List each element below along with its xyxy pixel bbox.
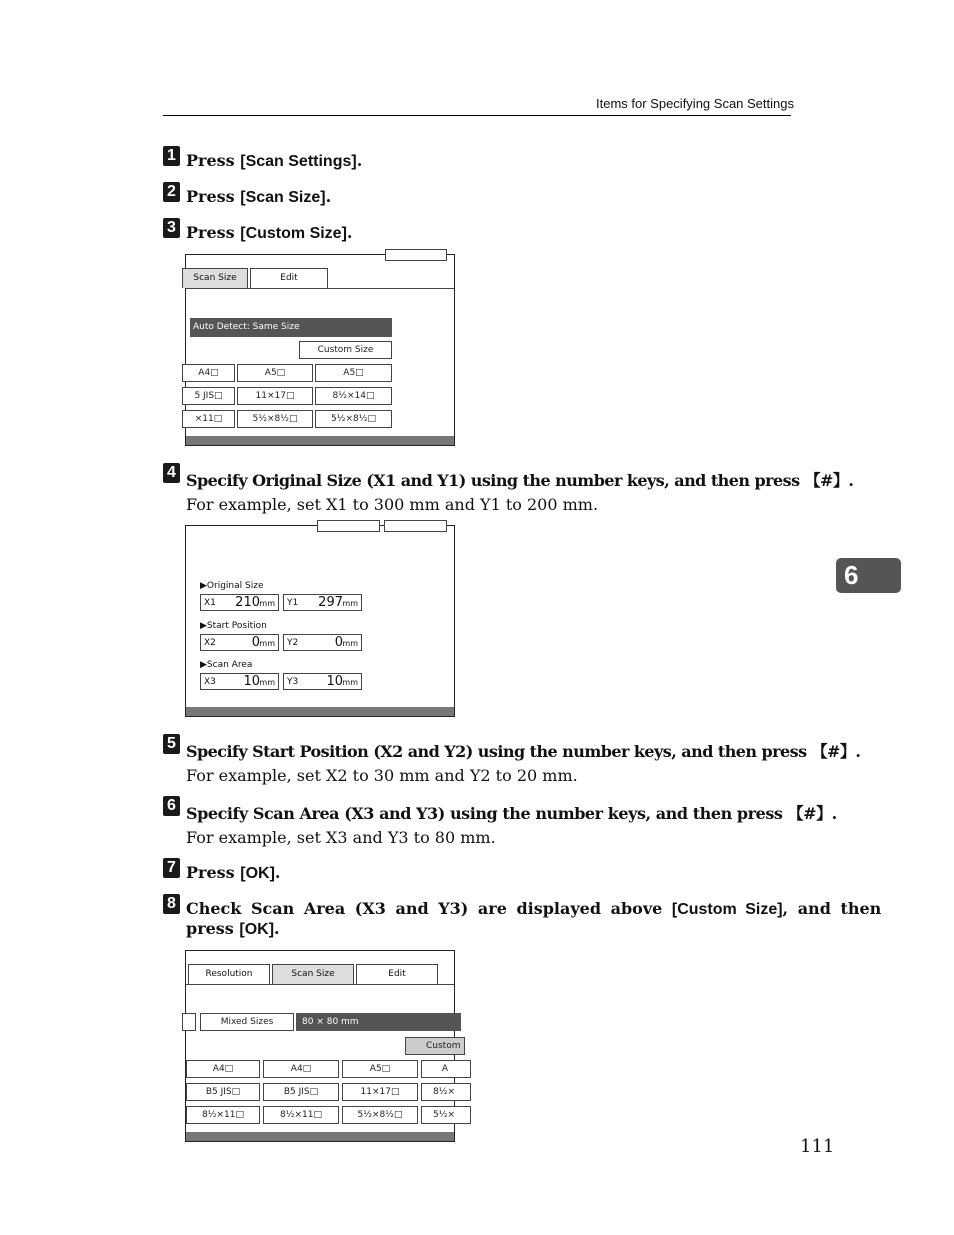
step-number: 8: [163, 894, 180, 914]
step-number: 4: [163, 463, 180, 483]
step-number: 3: [163, 218, 180, 238]
size-button[interactable]: B5 JIS□: [186, 1083, 260, 1101]
size-button[interactable]: 5½×: [421, 1106, 471, 1124]
screen-footer-bar: [186, 436, 454, 445]
step-number: 5: [163, 734, 180, 754]
step-4-instruction: Specify Original Size (X1 and Y1) using the number keys, and then press 【#】.: [186, 471, 854, 490]
step-5-instruction: Specify Start Position (X2 and Y2) using the number keys, and then press 【#】.: [186, 742, 861, 761]
step-1-instruction: Press [Scan Settings].: [186, 151, 363, 170]
step-3-instruction: Press [Custom Size].: [186, 223, 353, 242]
size-button[interactable]: A4□: [263, 1060, 339, 1078]
header-rule: [163, 115, 791, 116]
auto-detect-bar[interactable]: Auto Detect: Same Size: [190, 318, 392, 337]
key-ok: [OK]: [239, 921, 275, 938]
tab-divider: [186, 984, 454, 985]
screen-footer-bar: [186, 1132, 454, 1141]
screen-scan-size-result: [185, 950, 461, 1142]
screen-custom-size: [185, 525, 455, 717]
step-8-instruction-line1: Check Scan Area (X3 and Y3) are displayed above [Custom Size], and then: [186, 899, 882, 918]
y3-field[interactable]: Y3 10 mm: [283, 673, 362, 690]
tab-resolution[interactable]: Resolution: [188, 964, 270, 984]
size-button[interactable]: B5 JIS□: [263, 1083, 339, 1101]
size-button[interactable]: A5□: [342, 1060, 418, 1078]
tab-edit[interactable]: Edit: [250, 268, 328, 288]
step-number: 2: [163, 182, 180, 202]
key-scan-size: [Scan Size]: [240, 189, 326, 206]
top-button[interactable]: [384, 520, 447, 532]
running-header: Items for Specifying Scan Settings: [596, 96, 794, 111]
size-button[interactable]: 5½×8½□: [237, 410, 313, 428]
scan-area-label: ▶Scan Area: [200, 660, 253, 670]
original-size-label: ▶Original Size: [200, 581, 264, 591]
step-number: 6: [163, 796, 180, 816]
size-button[interactable]: 8½×: [421, 1083, 471, 1101]
step-4-example: For example, set X1 to 300 mm and Y1 to 200 mm.: [186, 495, 599, 514]
custom-size-display: 80 × 80 mm: [296, 1013, 461, 1031]
tab-scan-size[interactable]: Scan Size: [272, 964, 354, 984]
chapter-tab: 6: [836, 558, 901, 593]
key-scan-settings: [Scan Settings]: [240, 153, 357, 170]
top-button[interactable]: [317, 520, 380, 532]
step-7-instruction: Press [OK].: [186, 863, 281, 882]
top-button[interactable]: [385, 249, 447, 261]
size-button[interactable]: A5□: [237, 364, 313, 382]
partial-button[interactable]: [182, 1013, 196, 1031]
step-6-example: For example, set X3 and Y3 to 80 mm.: [186, 828, 496, 847]
custom-size-button[interactable]: Custom Size: [299, 341, 392, 359]
page-number: 111: [800, 1136, 835, 1157]
hash-key: 【#】: [804, 471, 849, 490]
tab-edit[interactable]: Edit: [356, 964, 438, 984]
size-button[interactable]: A4□: [186, 1060, 260, 1078]
size-button[interactable]: 11×17□: [237, 387, 313, 405]
tab-scan-size[interactable]: Scan Size: [182, 268, 248, 288]
size-button[interactable]: 8½×11□: [263, 1106, 339, 1124]
tab-divider: [186, 288, 454, 289]
custom-button[interactable]: Custom: [405, 1037, 465, 1055]
size-button[interactable]: 5½×8½□: [315, 410, 392, 428]
size-button[interactable]: 5 JIS□: [182, 387, 235, 405]
step-number: 1: [163, 146, 180, 166]
start-position-label: ▶Start Position: [200, 621, 267, 631]
size-button[interactable]: A5□: [315, 364, 392, 382]
x2-field[interactable]: X2 0 mm: [200, 634, 279, 651]
size-button[interactable]: 5½×8½□: [342, 1106, 418, 1124]
size-button[interactable]: 8½×11□: [186, 1106, 260, 1124]
size-button[interactable]: ×11□: [182, 410, 235, 428]
size-button[interactable]: 11×17□: [342, 1083, 418, 1101]
mixed-sizes-button[interactable]: Mixed Sizes: [200, 1013, 294, 1031]
screen-scan-size: [185, 254, 455, 446]
key-custom-size: [Custom Size]: [240, 225, 347, 242]
step-2-instruction: Press [Scan Size].: [186, 187, 332, 206]
size-button[interactable]: A: [421, 1060, 471, 1078]
x3-field[interactable]: X3 10 mm: [200, 673, 279, 690]
key-custom-size: [Custom Size]: [671, 901, 783, 918]
y2-field[interactable]: Y2 0 mm: [283, 634, 362, 651]
size-button[interactable]: A4□: [182, 364, 235, 382]
step-8-instruction-line2: press [OK].: [186, 919, 280, 938]
step-number: 7: [163, 858, 180, 878]
size-button[interactable]: 8½×14□: [315, 387, 392, 405]
step-6-instruction: Specify Scan Area (X3 and Y3) using the number keys, and then press 【#】.: [186, 804, 837, 823]
x1-field[interactable]: X1 210 mm: [200, 594, 279, 611]
key-ok: [OK]: [240, 865, 275, 882]
y1-field[interactable]: Y1 297 mm: [283, 594, 362, 611]
hash-key: 【#】: [787, 804, 832, 823]
screen-footer-bar: [186, 707, 454, 716]
step-5-example: For example, set X2 to 30 mm and Y2 to 20 mm.: [186, 766, 578, 785]
hash-key: 【#】: [811, 742, 856, 761]
